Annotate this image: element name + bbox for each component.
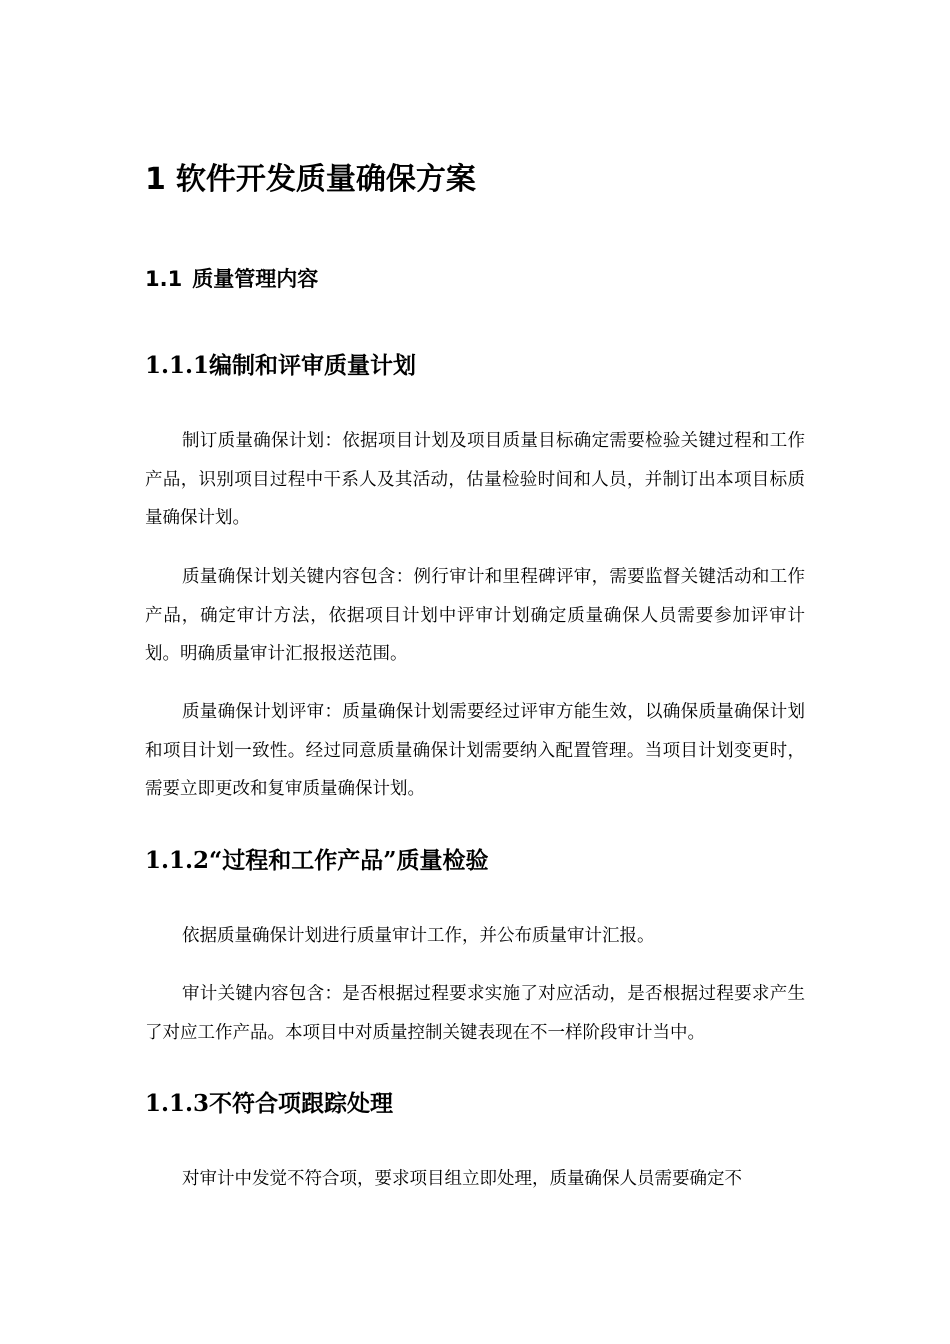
body-paragraph: 依据质量确保计划进行质量审计工作，并公布质量审计汇报。 <box>182 926 655 946</box>
chapter-title: 软件开发质量确保方案 <box>175 162 476 197</box>
subsection-title: 不符合项跟踪处理 <box>209 1090 394 1117</box>
section-number: 1.1 <box>145 267 183 291</box>
subsection-number: 1.1.1 <box>145 352 210 379</box>
subsection-title: 编制和评审质量计划 <box>209 352 417 379</box>
body-paragraph: 制订质量确保计划：依据项目计划及项目质量目标确定需要检验关键过程和工作产品，识别项目过程中干系人及其活动，估量检验时间和人员，并制订出本项目标质量确保计划。 <box>145 431 805 528</box>
subsection-heading <box>145 350 416 382</box>
body-paragraph: 质量确保计划评审：质量确保计划需要经过评审方能生效，以确保质量确保计划和项目计划一致性。经过同意质量确保计划需要纳入配置管理。当项目计划变更时，需要立即更改和复审质量确保计划。 <box>145 702 805 799</box>
body-paragraph: 对审计中发觉不符合项，要求项目组立即处理，质量确保人员需要确定不 <box>182 1169 742 1189</box>
subsection-title: “过程和工作产品”质量检验 <box>209 847 489 874</box>
subsection-number: 1.1.2 <box>145 847 210 874</box>
subsection-number: 1.1.3 <box>145 1090 210 1117</box>
section-title: 质量管理内容 <box>192 267 319 291</box>
subsection-heading <box>145 1088 393 1120</box>
body-paragraph: 审计关键内容包含：是否根据过程要求实施了对应活动，是否根据过程要求产生了对应工作产品。本项目中对质量控制关键表现在不一样阶段审计当中。 <box>145 984 805 1043</box>
chapter-heading <box>145 160 476 200</box>
body-paragraph: 质量确保计划关键内容包含：例行审计和里程碑评审，需要监督关键活动和工作产品，确定审计方法，依据项目计划中评审计划确定质量确保人员需要参加评审计划。明确质量审计汇报报送范围。 <box>145 567 805 664</box>
subsection-heading <box>145 845 489 877</box>
chapter-number: 1 <box>145 162 166 197</box>
section-heading <box>145 264 318 294</box>
